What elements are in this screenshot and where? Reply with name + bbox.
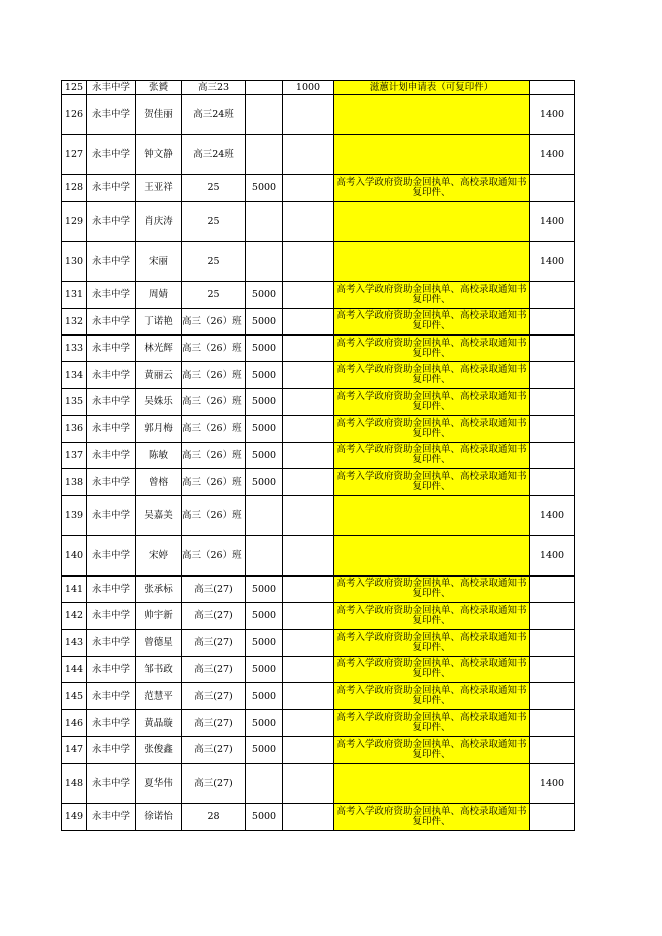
fund-cell[interactable]: 1400 xyxy=(530,496,575,536)
table-row xyxy=(62,576,575,603)
note-cell[interactable]: 高考入学政府资助金回执单、高校录取通知书复印件、 xyxy=(334,281,530,308)
class-cell[interactable]: 高三（26）班 xyxy=(182,362,246,389)
class-cell[interactable]: 28 xyxy=(182,803,246,830)
row-number-cell[interactable]: 141 xyxy=(62,576,87,603)
student-name-cell[interactable]: 夏华伟 xyxy=(136,763,182,803)
table-row xyxy=(62,763,575,803)
school-cell[interactable]: 永丰中学 xyxy=(87,656,136,683)
note-cell[interactable]: 高考入学政府资助金回执单、高校录取通知书复印件、 xyxy=(334,803,530,830)
amount-cell[interactable] xyxy=(246,536,283,576)
row-number-cell[interactable]: 147 xyxy=(62,736,87,763)
note-cell[interactable] xyxy=(334,95,530,135)
amount-cell[interactable] xyxy=(246,95,283,135)
amount2-cell[interactable] xyxy=(283,536,334,576)
table-row xyxy=(62,683,575,710)
table-row xyxy=(62,335,575,362)
row-number-cell[interactable]: 134 xyxy=(62,362,87,389)
table-row xyxy=(62,241,575,281)
class-cell[interactable]: 高三(27) xyxy=(182,683,246,710)
amount2-cell[interactable] xyxy=(283,656,334,683)
fund-cell[interactable]: 1400 xyxy=(530,241,575,281)
student-name-cell[interactable]: 黄丽云 xyxy=(136,362,182,389)
amount2-cell[interactable] xyxy=(283,135,334,175)
table-row xyxy=(62,308,575,335)
amount-cell[interactable]: 5000 xyxy=(246,442,283,469)
amount2-cell[interactable] xyxy=(283,763,334,803)
table-row xyxy=(62,602,575,629)
note-cell[interactable] xyxy=(334,241,530,281)
note-cell[interactable]: 高考入学政府资助金回执单、高校录取通知书复印件、 xyxy=(334,442,530,469)
amount2-cell[interactable] xyxy=(283,388,334,415)
class-cell[interactable]: 高三24班 xyxy=(182,135,246,175)
row-number-cell[interactable]: 135 xyxy=(62,388,87,415)
school-cell[interactable]: 永丰中学 xyxy=(87,335,136,362)
class-cell[interactable]: 25 xyxy=(182,201,246,241)
fund-cell[interactable] xyxy=(530,629,575,656)
amount2-cell[interactable] xyxy=(283,736,334,763)
amount-cell[interactable]: 5000 xyxy=(246,335,283,362)
row-number-cell[interactable]: 148 xyxy=(62,763,87,803)
note-cell[interactable]: 高考入学政府资助金回执单、高校录取通知书复印件、 xyxy=(334,736,530,763)
table-row xyxy=(62,442,575,469)
class-cell[interactable]: 高三(27) xyxy=(182,576,246,603)
amount2-cell[interactable] xyxy=(283,803,334,830)
table-row xyxy=(62,81,575,95)
fund-cell[interactable] xyxy=(530,308,575,335)
amount2-cell[interactable] xyxy=(283,629,334,656)
note-cell[interactable]: 高考入学政府资助金回执单、高校录取通知书复印件、 xyxy=(334,629,530,656)
table-row xyxy=(62,362,575,389)
note-cell[interactable]: 高考入学政府资助金回执单、高校录取通知书复印件、 xyxy=(334,469,530,496)
class-cell[interactable]: 高三23 xyxy=(182,81,246,95)
school-cell[interactable]: 永丰中学 xyxy=(87,536,136,576)
amount-cell[interactable]: 5000 xyxy=(246,175,283,202)
amount-cell[interactable]: 5000 xyxy=(246,281,283,308)
fund-cell[interactable] xyxy=(530,736,575,763)
fund-cell[interactable] xyxy=(530,335,575,362)
student-name-cell[interactable]: 贺佳丽 xyxy=(136,95,182,135)
class-cell[interactable]: 高三24班 xyxy=(182,95,246,135)
table-row xyxy=(62,135,575,175)
spreadsheet-table xyxy=(61,80,575,831)
table-row xyxy=(62,803,575,830)
class-cell[interactable]: 高三（26）班 xyxy=(182,442,246,469)
fund-cell[interactable] xyxy=(530,415,575,442)
table-row xyxy=(62,175,575,202)
row-number-cell[interactable]: 133 xyxy=(62,335,87,362)
row-number-cell[interactable]: 138 xyxy=(62,469,87,496)
note-cell[interactable]: 高考入学政府资助金回执单、高校录取通知书复印件、 xyxy=(334,415,530,442)
amount2-cell[interactable] xyxy=(283,362,334,389)
amount2-cell[interactable]: 1000 xyxy=(283,81,334,95)
school-cell[interactable]: 永丰中学 xyxy=(87,175,136,202)
school-cell[interactable]: 永丰中学 xyxy=(87,201,136,241)
school-cell[interactable]: 永丰中学 xyxy=(87,469,136,496)
row-number-cell[interactable]: 125 xyxy=(62,81,87,95)
fund-cell[interactable] xyxy=(530,281,575,308)
amount-cell[interactable] xyxy=(246,81,283,95)
amount2-cell[interactable] xyxy=(283,281,334,308)
table-row xyxy=(62,388,575,415)
amount2-cell[interactable] xyxy=(283,442,334,469)
note-cell[interactable]: 高考入学政府资助金回执单、高校录取通知书复印件、 xyxy=(334,576,530,603)
amount-cell[interactable]: 5000 xyxy=(246,629,283,656)
note-cell[interactable] xyxy=(334,201,530,241)
school-cell[interactable]: 永丰中学 xyxy=(87,308,136,335)
amount-cell[interactable]: 5000 xyxy=(246,469,283,496)
student-name-cell[interactable]: 周婧 xyxy=(136,281,182,308)
note-cell[interactable]: 高考入学政府资助金回执单、高校录取通知书复印件、 xyxy=(334,602,530,629)
student-name-cell[interactable]: 宋丽 xyxy=(136,241,182,281)
student-name-cell[interactable]: 吴姝乐 xyxy=(136,388,182,415)
amount-cell[interactable]: 5000 xyxy=(246,656,283,683)
row-number-cell[interactable]: 143 xyxy=(62,629,87,656)
fund-cell[interactable]: 1400 xyxy=(530,536,575,576)
class-cell[interactable]: 高三（26）班 xyxy=(182,496,246,536)
student-name-cell[interactable]: 钟文静 xyxy=(136,135,182,175)
class-cell[interactable]: 25 xyxy=(182,281,246,308)
student-name-cell[interactable]: 范慧平 xyxy=(136,683,182,710)
fund-cell[interactable] xyxy=(530,710,575,737)
fund-cell[interactable] xyxy=(530,602,575,629)
amount2-cell[interactable] xyxy=(283,496,334,536)
table-row xyxy=(62,496,575,536)
note-cell[interactable]: 高考入学政府资助金回执单、高校录取通知书复印件、 xyxy=(334,335,530,362)
school-cell[interactable]: 永丰中学 xyxy=(87,388,136,415)
amount2-cell[interactable] xyxy=(283,683,334,710)
note-cell[interactable]: 高考入学政府资助金回执单、高校录取通知书复印件、 xyxy=(334,362,530,389)
student-name-cell[interactable]: 林光辉 xyxy=(136,335,182,362)
fund-cell[interactable]: 1400 xyxy=(530,95,575,135)
class-cell[interactable]: 高三（26）班 xyxy=(182,388,246,415)
school-cell[interactable]: 永丰中学 xyxy=(87,803,136,830)
fund-cell[interactable] xyxy=(530,469,575,496)
amount2-cell[interactable] xyxy=(283,469,334,496)
student-name-cell[interactable]: 郭月梅 xyxy=(136,415,182,442)
table-row xyxy=(62,710,575,737)
school-cell[interactable]: 永丰中学 xyxy=(87,135,136,175)
amount-cell[interactable]: 5000 xyxy=(246,602,283,629)
row-number-cell[interactable]: 136 xyxy=(62,415,87,442)
note-cell[interactable] xyxy=(334,536,530,576)
school-cell[interactable]: 永丰中学 xyxy=(87,241,136,281)
row-number-cell[interactable]: 130 xyxy=(62,241,87,281)
fund-cell[interactable] xyxy=(530,81,575,95)
fund-cell[interactable] xyxy=(530,803,575,830)
fund-cell[interactable]: 1400 xyxy=(530,135,575,175)
school-cell[interactable]: 永丰中学 xyxy=(87,95,136,135)
school-cell[interactable]: 永丰中学 xyxy=(87,710,136,737)
student-name-cell[interactable]: 陈敏 xyxy=(136,442,182,469)
class-cell[interactable]: 高三(27) xyxy=(182,629,246,656)
class-cell[interactable]: 25 xyxy=(182,241,246,281)
amount2-cell[interactable] xyxy=(283,201,334,241)
amount-cell[interactable] xyxy=(246,201,283,241)
school-cell[interactable]: 永丰中学 xyxy=(87,415,136,442)
student-name-cell[interactable]: 宋婷 xyxy=(136,536,182,576)
amount-cell[interactable]: 5000 xyxy=(246,710,283,737)
amount2-cell[interactable] xyxy=(283,710,334,737)
class-cell[interactable]: 25 xyxy=(182,175,246,202)
amount-cell[interactable]: 5000 xyxy=(246,308,283,335)
class-cell[interactable]: 高三(27) xyxy=(182,710,246,737)
fund-cell[interactable] xyxy=(530,576,575,603)
fund-cell[interactable]: 1400 xyxy=(530,763,575,803)
row-number-cell[interactable]: 128 xyxy=(62,175,87,202)
table-row xyxy=(62,536,575,576)
amount-cell[interactable] xyxy=(246,496,283,536)
amount2-cell[interactable] xyxy=(283,241,334,281)
school-cell[interactable]: 永丰中学 xyxy=(87,763,136,803)
school-cell[interactable]: 永丰中学 xyxy=(87,81,136,95)
amount-cell[interactable] xyxy=(246,135,283,175)
note-cell[interactable] xyxy=(334,135,530,175)
school-cell[interactable]: 永丰中学 xyxy=(87,736,136,763)
fund-cell[interactable] xyxy=(530,683,575,710)
note-cell[interactable] xyxy=(334,496,530,536)
table-row xyxy=(62,415,575,442)
amount2-cell[interactable] xyxy=(283,175,334,202)
note-cell[interactable] xyxy=(334,763,530,803)
fund-cell[interactable] xyxy=(530,175,575,202)
student-name-cell[interactable]: 张俊鑫 xyxy=(136,736,182,763)
table-row xyxy=(62,281,575,308)
amount-cell[interactable]: 5000 xyxy=(246,803,283,830)
school-cell[interactable]: 永丰中学 xyxy=(87,576,136,603)
class-cell[interactable]: 高三（26）班 xyxy=(182,335,246,362)
amount-cell[interactable]: 5000 xyxy=(246,736,283,763)
student-name-cell[interactable]: 肖庆涛 xyxy=(136,201,182,241)
amount2-cell[interactable] xyxy=(283,415,334,442)
amount-cell[interactable]: 5000 xyxy=(246,362,283,389)
row-number-cell[interactable]: 144 xyxy=(62,656,87,683)
row-number-cell[interactable]: 126 xyxy=(62,95,87,135)
table-row xyxy=(62,95,575,135)
student-name-cell[interactable]: 吴嘉美 xyxy=(136,496,182,536)
row-number-cell[interactable]: 127 xyxy=(62,135,87,175)
note-cell[interactable]: 高考入学政府资助金回执单、高校录取通知书复印件、 xyxy=(334,308,530,335)
school-cell[interactable]: 永丰中学 xyxy=(87,496,136,536)
table-row xyxy=(62,469,575,496)
class-cell[interactable]: 高三（26）班 xyxy=(182,415,246,442)
class-cell[interactable]: 高三(27) xyxy=(182,763,246,803)
note-cell[interactable]: 高考入学政府资助金回执单、高校录取通知书复印件、 xyxy=(334,656,530,683)
student-name-cell[interactable]: 曾榕 xyxy=(136,469,182,496)
row-number-cell[interactable]: 142 xyxy=(62,602,87,629)
school-cell[interactable]: 永丰中学 xyxy=(87,362,136,389)
amount-cell[interactable]: 5000 xyxy=(246,388,283,415)
table-row xyxy=(62,629,575,656)
table-row xyxy=(62,656,575,683)
student-name-cell[interactable]: 张承标 xyxy=(136,576,182,603)
fund-cell[interactable] xyxy=(530,362,575,389)
note-cell[interactable]: 高考入学政府资助金回执单、高校录取通知书复印件、 xyxy=(334,175,530,202)
amount2-cell[interactable] xyxy=(283,95,334,135)
student-name-cell[interactable]: 王亚祥 xyxy=(136,175,182,202)
row-number-cell[interactable]: 146 xyxy=(62,710,87,737)
fund-cell[interactable] xyxy=(530,656,575,683)
school-cell[interactable]: 永丰中学 xyxy=(87,683,136,710)
row-number-cell[interactable]: 132 xyxy=(62,308,87,335)
note-cell[interactable]: 高考入学政府资助金回执单、高校录取通知书复印件、 xyxy=(334,388,530,415)
school-cell[interactable]: 永丰中学 xyxy=(87,281,136,308)
school-cell[interactable]: 永丰中学 xyxy=(87,629,136,656)
class-cell[interactable]: 高三（26）班 xyxy=(182,469,246,496)
school-cell[interactable]: 永丰中学 xyxy=(87,442,136,469)
class-cell[interactable]: 高三(27) xyxy=(182,602,246,629)
class-cell[interactable]: 高三（26）班 xyxy=(182,536,246,576)
amount2-cell[interactable] xyxy=(283,308,334,335)
amount-cell[interactable] xyxy=(246,241,283,281)
amount2-cell[interactable] xyxy=(283,335,334,362)
fund-cell[interactable] xyxy=(530,442,575,469)
student-name-cell[interactable]: 邹书政 xyxy=(136,656,182,683)
note-cell[interactable]: 高考入学政府资助金回执单、高校录取通知书复印件、 xyxy=(334,683,530,710)
class-cell[interactable]: 高三(27) xyxy=(182,656,246,683)
note-cell[interactable]: 滋蕙计划申请表（可复印件） xyxy=(334,81,530,95)
class-cell[interactable]: 高三（26）班 xyxy=(182,308,246,335)
row-number-cell[interactable]: 129 xyxy=(62,201,87,241)
row-number-cell[interactable]: 139 xyxy=(62,496,87,536)
amount2-cell[interactable] xyxy=(283,602,334,629)
amount-cell[interactable]: 5000 xyxy=(246,576,283,603)
class-cell[interactable]: 高三(27) xyxy=(182,736,246,763)
student-name-cell[interactable]: 丁诺艳 xyxy=(136,308,182,335)
note-cell[interactable]: 高考入学政府资助金回执单、高校录取通知书复印件、 xyxy=(334,710,530,737)
row-number-cell[interactable]: 140 xyxy=(62,536,87,576)
row-number-cell[interactable]: 137 xyxy=(62,442,87,469)
fund-cell[interactable] xyxy=(530,388,575,415)
school-cell[interactable]: 永丰中学 xyxy=(87,602,136,629)
row-number-cell[interactable]: 131 xyxy=(62,281,87,308)
row-number-cell[interactable]: 149 xyxy=(62,803,87,830)
table-row xyxy=(62,201,575,241)
student-name-cell[interactable]: 黄晶璇 xyxy=(136,710,182,737)
row-number-cell[interactable]: 145 xyxy=(62,683,87,710)
student-name-cell[interactable]: 帅宇新 xyxy=(136,602,182,629)
amount2-cell[interactable] xyxy=(283,576,334,603)
amount-cell[interactable] xyxy=(246,763,283,803)
student-name-cell[interactable]: 徐诺怡 xyxy=(136,803,182,830)
fund-cell[interactable]: 1400 xyxy=(530,201,575,241)
amount-cell[interactable]: 5000 xyxy=(246,683,283,710)
amount-cell[interactable]: 5000 xyxy=(246,415,283,442)
table-row xyxy=(62,736,575,763)
student-name-cell[interactable]: 曾德星 xyxy=(136,629,182,656)
student-name-cell[interactable]: 张贇 xyxy=(136,81,182,95)
